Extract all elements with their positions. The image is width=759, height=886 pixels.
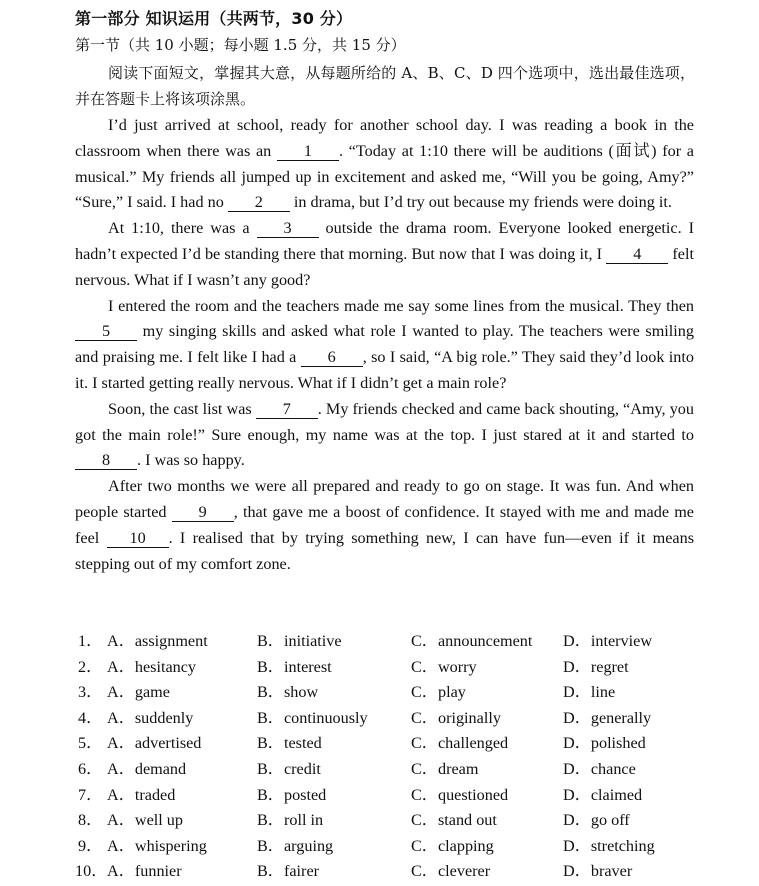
paragraph-5 [75,474,694,577]
option-c: C．questioned [411,785,509,804]
paragraph-1 [75,113,694,216]
option-c: C．clapping [411,836,494,855]
option-d: D．line [563,683,616,702]
text: in drama, but I’d try out because my friends were doing it. [289,193,672,212]
option-a: A．advertised [107,734,202,753]
option-c: C．worry [411,657,477,676]
option-a: A．demand [107,759,187,778]
blank-6: 6 [301,348,363,367]
option-a: A．assignment [107,632,208,650]
text: After two months we were all prepared and ready to go on stage. It was fun. And when people started [75,477,694,521]
text: my singing skills and asked what role I wanted to play. The teachers were smiling and praising me. I felt like I had a [75,322,694,367]
blank-7: 7 [256,400,318,419]
blank-1: 1 [277,142,339,161]
option-b: B．arguing [257,836,334,855]
option-a: A．whispering [107,836,207,855]
text: . My friends checked and came back shouting, “Amy, you got the main role!” Sure enough, my name was at the top. I just stared at it and started to [75,399,694,444]
option-c: C．challenged [411,734,509,753]
question-number: 5． [78,734,103,753]
option-b: B．initiative [257,632,342,650]
option-b: B．posted [257,785,327,804]
blank-5: 5 [75,322,137,341]
option-d: D．polished [563,734,646,753]
question-number: 9． [78,836,103,855]
text: felt nervous. What if I wasn’t any good? [75,244,694,289]
option-b: B．show [257,683,319,702]
question-number: 3． [78,683,103,702]
blank-3: 3 [257,219,319,238]
option-a: A．traded [107,785,176,804]
question-number: 1． [78,632,103,650]
option-b: B．fairer [257,862,320,881]
paragraph-2 [75,216,694,293]
option-c: C．stand out [411,811,497,830]
text: I entered the room and the teachers made me say some lines from the musical. They then [108,296,694,315]
option-c: C．play [411,683,466,702]
option-d: D．interview [563,632,653,650]
text: . I was so happy. [137,451,245,470]
option-c: C．dream [411,759,479,778]
question-number: 2． [78,657,103,676]
text: At 1:10, there was a [108,219,257,238]
question-number: 7． [78,785,103,804]
option-b: B．roll in [257,811,324,830]
question-number: 8． [78,811,103,830]
text: . I realised that by trying something new, I can have fun—even if it means stepping out of my comfort zone. [75,528,694,573]
question-number: 4． [78,708,103,727]
option-d: D．braver [563,862,633,881]
option-d: D．stretching [563,836,655,855]
option-c: C．announcement [411,632,533,650]
blank-9: 9 [172,503,234,522]
section-heading: 第一部分 知识运用（共两节，30 分） [75,9,353,28]
text: I’d just arrived at school, ready for another school day. I was reading a book in the classroom when there was an [75,116,694,160]
option-b: B．tested [257,734,322,753]
blank-10: 10 [107,529,169,548]
option-a: A．well up [107,811,183,830]
text: , so I said, “A big role.” They said they’d look into it. I started getting really nervous. What if I didn’t get a main role? [75,348,694,392]
option-c: C．originally [411,708,501,727]
cloze-passage [75,113,694,577]
option-d: D．regret [563,657,629,676]
text: , that gave me a boost of confidence. It stayed with me and made me feel [75,502,694,547]
section-subheading: 第一节（共 10 小题；每小题 1.5 分，共 15 分） [75,36,406,54]
option-a: A．funnier [107,862,182,881]
option-a: A．suddenly [107,708,194,727]
option-a: A．game [107,683,170,702]
option-d: D．claimed [563,785,643,804]
text: Soon, the cast list was [108,399,256,418]
text: outside the drama room. Everyone looked energetic. I hadn’t expected I’d be standing there that morning. But now that I was doing it, I [75,219,694,263]
instructions: 阅读下面短文，掌握其大意，从每题所给的 A、B、C、D 四个选项中，选出最佳选项，并在答题卡上将该项涂黑。 [75,64,695,108]
option-d: D．go off [563,811,630,830]
option-a: A．hesitancy [107,657,197,676]
blank-2: 2 [228,193,290,212]
blank-8: 8 [75,451,137,470]
paragraph-3 [75,294,694,397]
option-d: D．generally [563,708,652,727]
paragraph-4 [75,397,694,474]
text: . “Today at 1:10 there will be auditions (面试) for a musical.” My friends all jumped up in excitement and asked me, “Will you be going, Amy?” “Sure,” I said. I had no [75,141,694,212]
option-c: C．cleverer [411,862,491,881]
option-b: B．interest [257,657,332,676]
question-number: 6． [78,759,103,778]
blank-4: 4 [606,245,668,264]
option-b: B．continuously [257,708,368,727]
option-d: D．chance [563,759,636,778]
option-b: B．credit [257,759,321,778]
question-number: 10． [75,862,108,881]
